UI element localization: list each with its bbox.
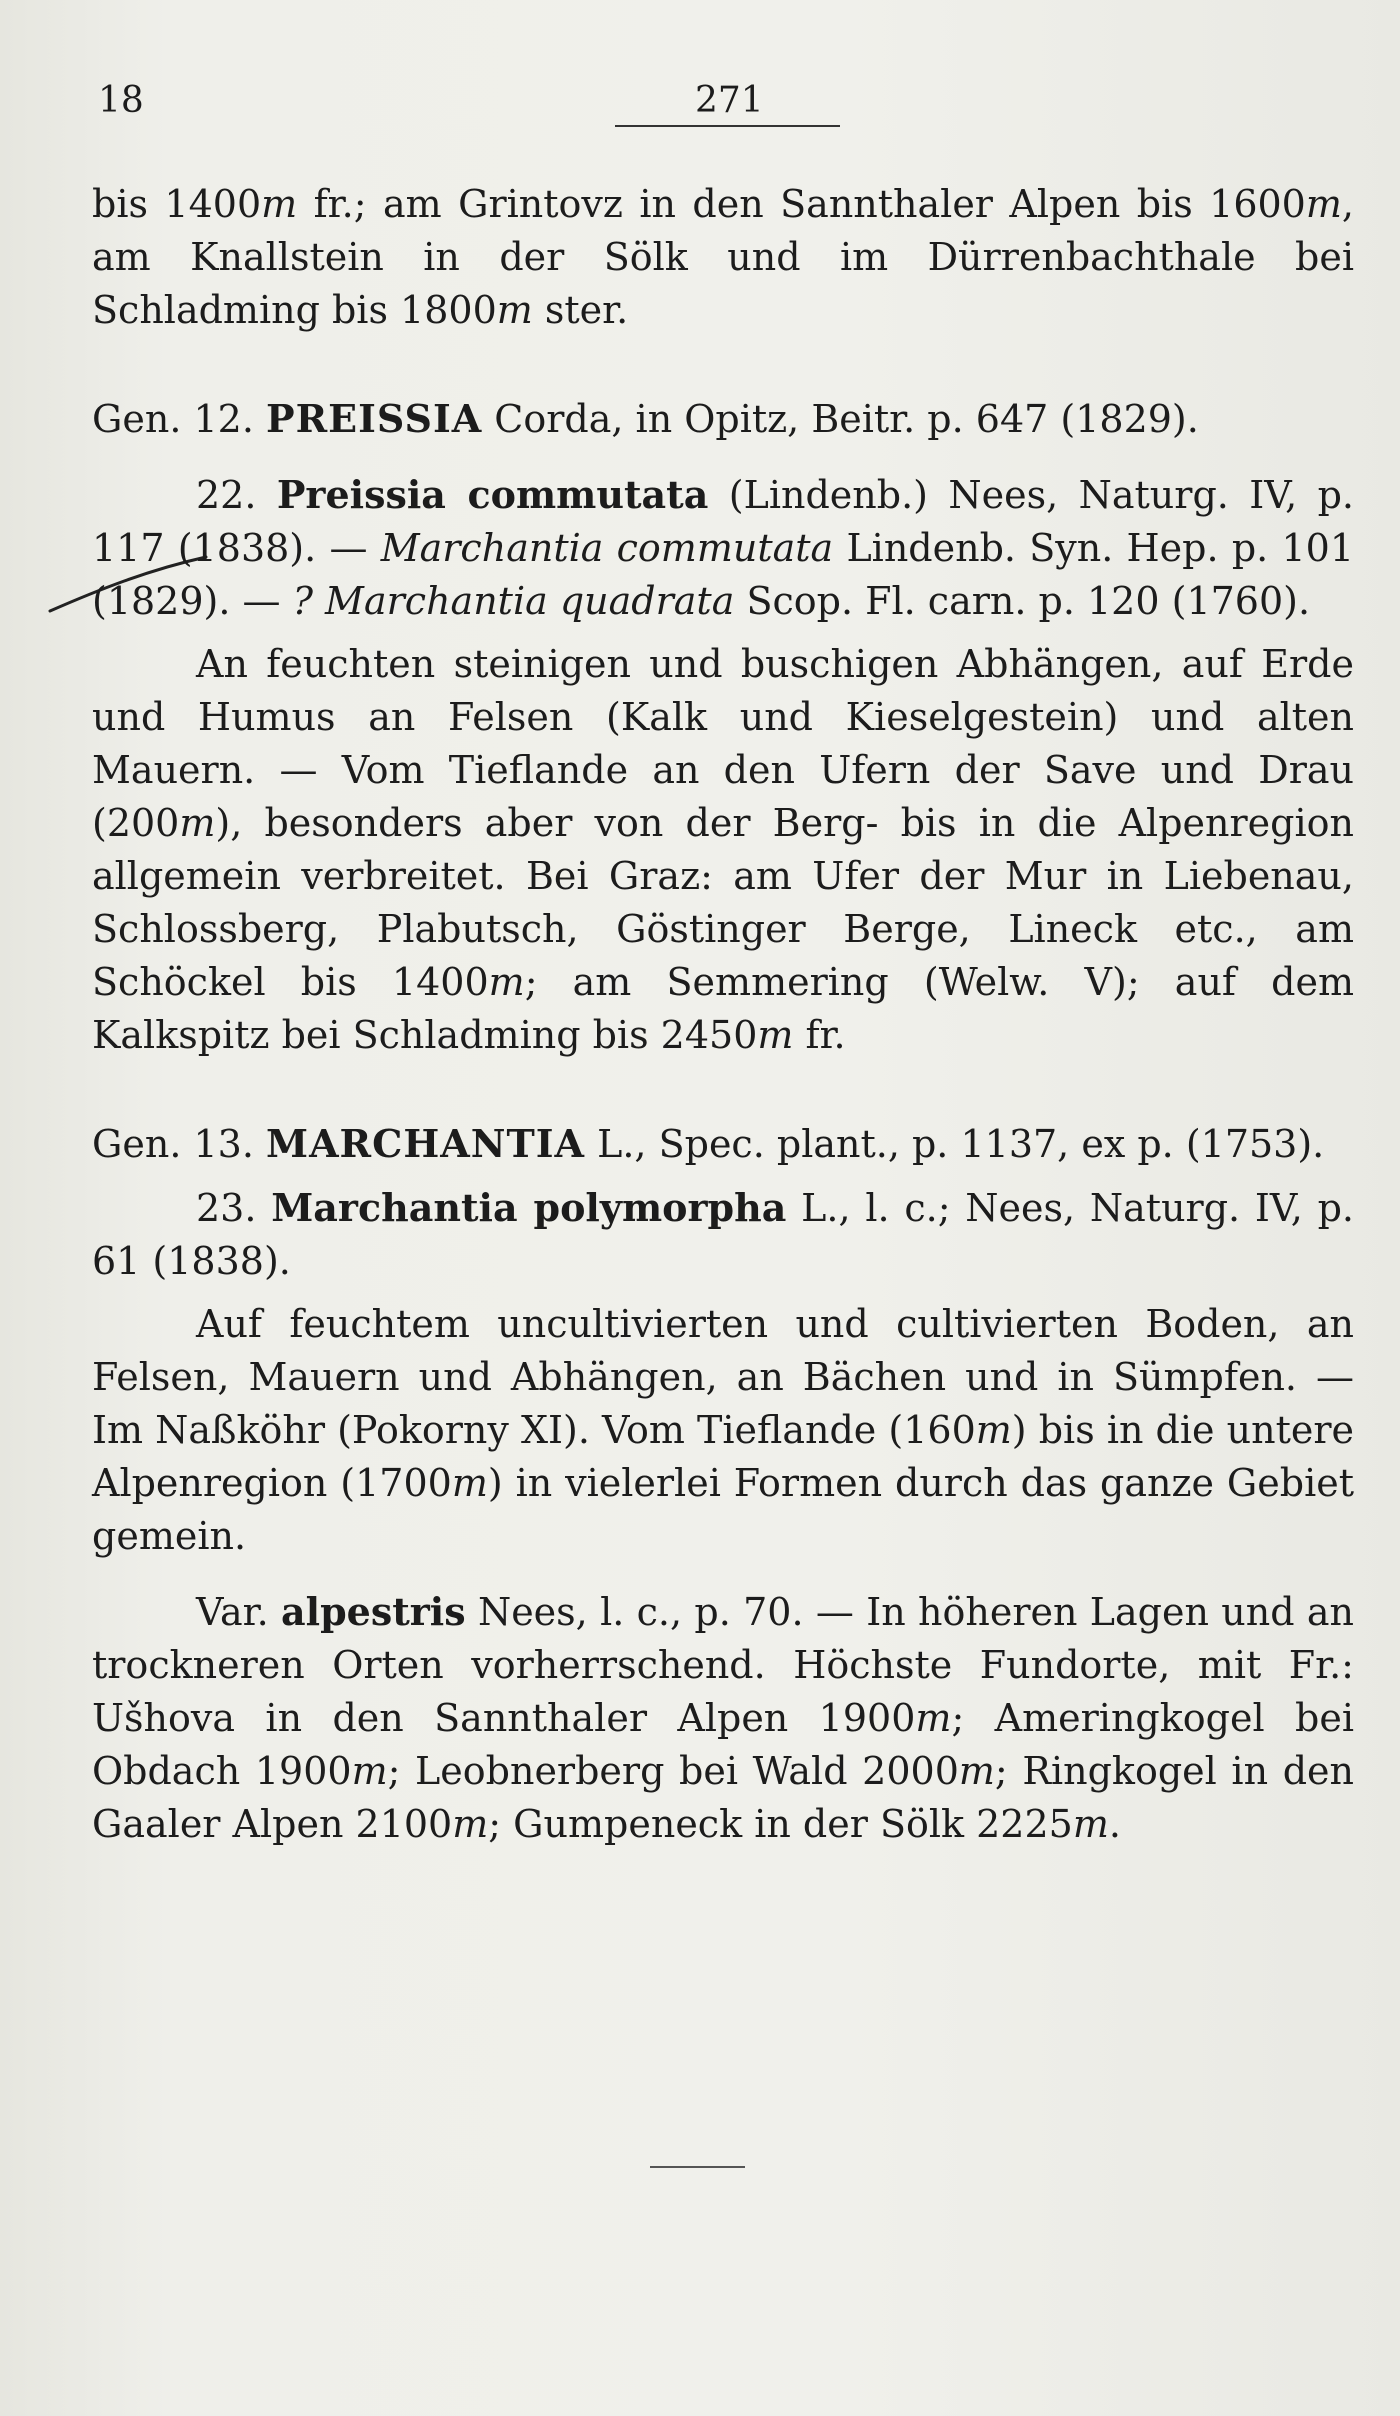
variety-paragraph-alpestris: Var. alpestris Nees, l. c., p. 70. — In höheren Lagen und an trockneren Orten vorherrschend. Höchste Fundorte, mit Fr.: Ušhova in den Sannthaler Alpen 1900m; Ameringkogel bei Obdach 1900m; Leobnerberg bei Wald 2000m; Ringkogel in den Gaaler Alpen 2100m; Gumpeneck in der Sölk 2225m. — [92, 1589, 1354, 1846]
page-number-center: 271 — [695, 80, 764, 121]
page-number-left: 18 — [98, 80, 144, 121]
habitat-paragraph-marchantia: Auf feuchtem uncultivierten und cultivierten Boden, an Felsen, Mauern und Abhängen, an Bächen und in Sümpfen. — Im Naßköhr (Pokorny XI). Vom Tieflande (160m) bis in die untere Alpenregion (1700m) in vielerlei Formen durch das ganze Gebiet gemein. — [92, 1302, 1354, 1558]
species-entry-preissia-commutata: 22. Preissia commutata (Lindenb.) Nees, Naturg. IV, p. 117 (1838). — Marchantia commutata Lindenb. Syn. Hep. p. 101 (1829). — ? Marchantia quadrata Scop. Fl. carn. p. 120 (1760). — [92, 472, 1354, 623]
footer-rule — [650, 2166, 745, 2168]
header-rule — [615, 125, 840, 127]
main-text — [92, 178, 1354, 1851]
species-entry-marchantia-polymorpha: 23. Marchantia polymorpha L., l. c.; Nees, Naturg. IV, p. 61 (1838). — [92, 1185, 1355, 1283]
habitat-paragraph-preissia: An feuchten steinigen und buschigen Abhängen, auf Erde und Humus an Felsen (Kalk und Kieselgestein) und alten Mauern. — Vom Tieflande an den Ufern der Save und Drau (200m), besonders aber von der Berg- bis in die Alpenregion allgemein verbreitet. Bei Graz: am Ufer der Mur in Liebenau, Schlossberg, Plabutsch, Göstinger Berge, Lineck etc., am Schöckel bis 1400m; am Semmering (Welw. V); auf dem Kalkspitz bei Schladming bis 2450m fr. — [92, 642, 1354, 1057]
paragraph-continuation: bis 1400m fr.; am Grintovz in den Sannthaler Alpen bis 1600m, am Knallstein in der Sölk und im Dürrenbachthale bei Schladming bis 1800m ster. — [92, 182, 1354, 332]
genus-heading-preissia: Gen. 12. PREISSIA Corda, in Opitz, Beitr. p. 647 (1829). — [92, 396, 1199, 441]
genus-heading-marchantia: Gen. 13. MARCHANTIA L., Spec. plant., p. 1137, ex p. (1753). — [92, 1121, 1325, 1166]
